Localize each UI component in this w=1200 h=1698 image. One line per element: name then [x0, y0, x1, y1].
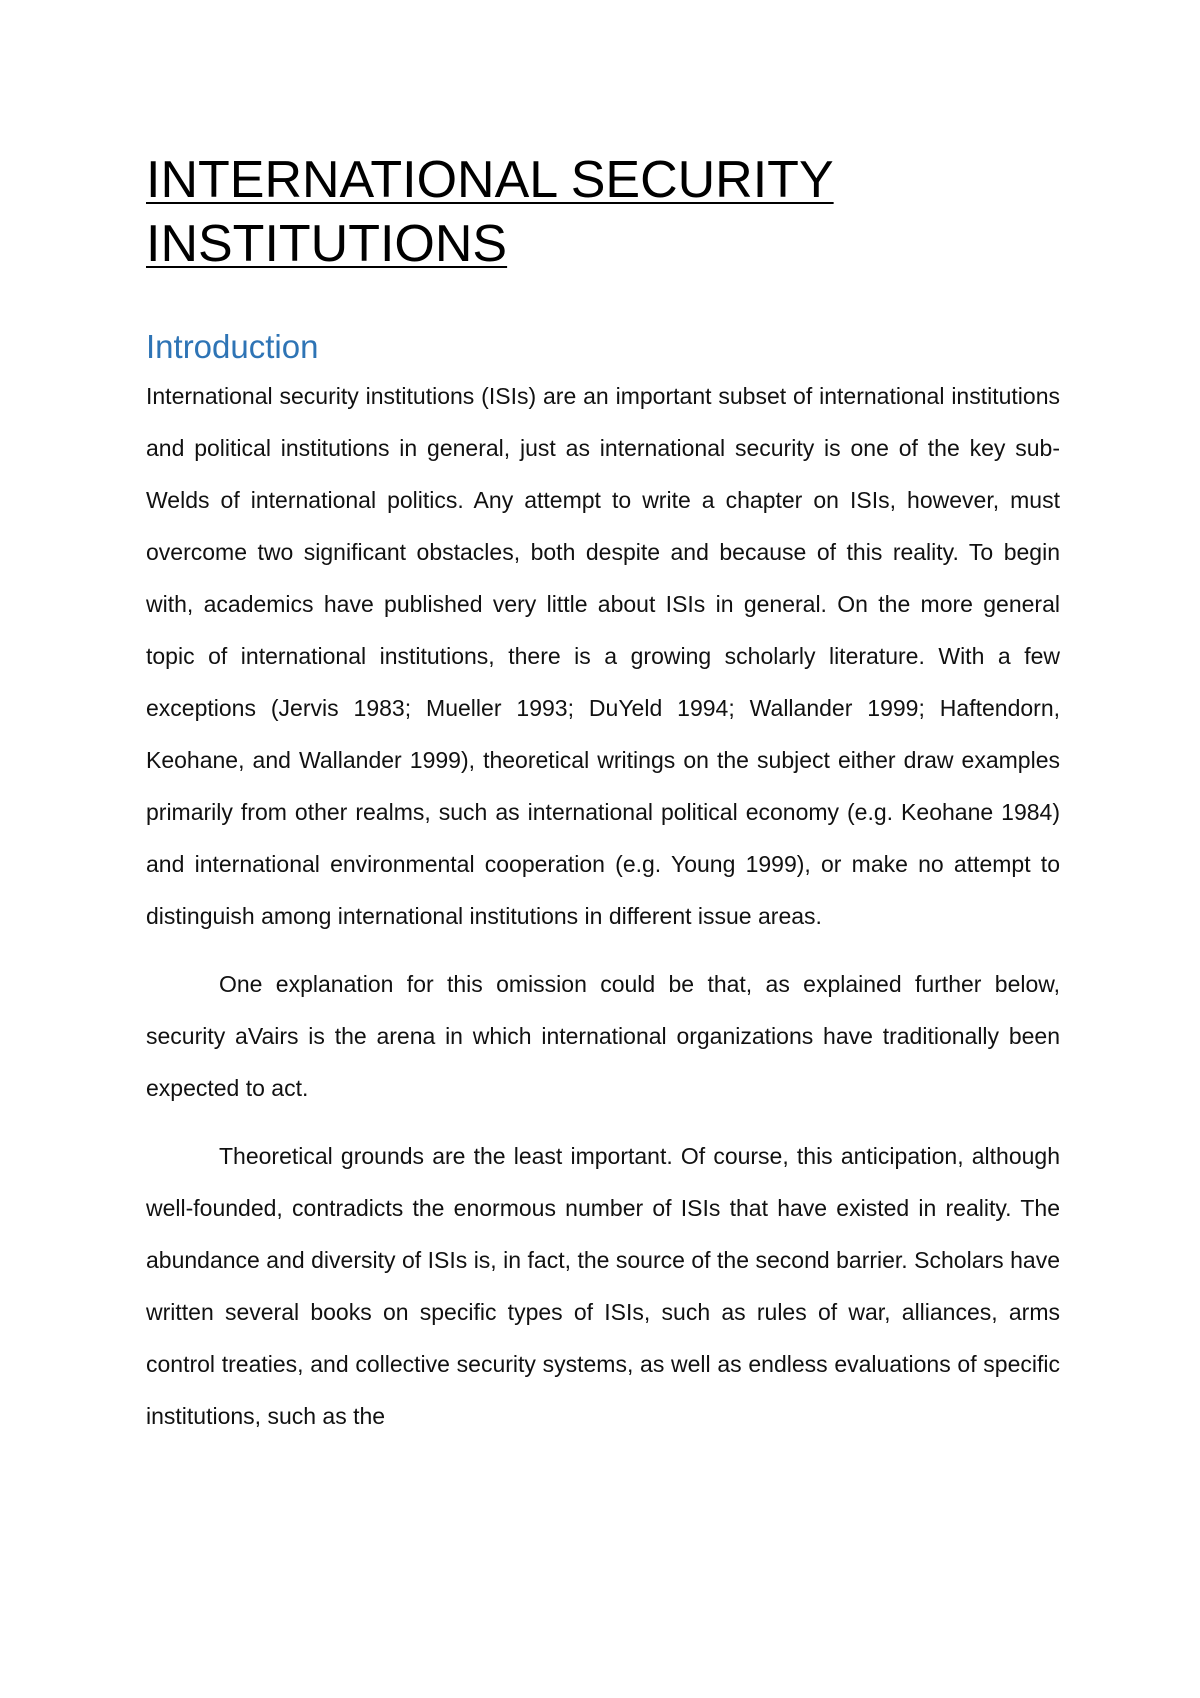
paragraph-1: International security institutions (ISIs) are an important subset of international institutions and political institutions in general, just as international security is one of the key sub-Welds of international politics. Any attempt to write a chapter on ISIs, however, must overcome two significant obstacles, both despite and because of this reality. To begin with, academics have published very little about ISIs in general. On the more general topic of international institutions, there is a growing scholarly literature. With a few exceptions (Jervis 1983; Mueller 1993; DuYeld 1994; Wallander 1999; Haftendorn, Keohane, and Wallander 1999), theoretical writings on the subject either draw examples primarily from other realms, such as international political economy (e.g. Keohane 1984) and international environmental cooperation (e.g. Young 1999), or make no attempt to distinguish among international institutions in different issue areas.	[146, 383, 1060, 929]
section-heading-introduction: Introduction	[146, 328, 319, 365]
document-title-line-2: INSTITUTIONS	[146, 215, 508, 273]
document-title-line-1: INTERNATIONAL SECURITY	[146, 151, 834, 209]
document-body	[146, 148, 1060, 1442]
paragraph-3: Theoretical grounds are the least important. Of course, this anticipation, although well-founded, contradicts the enormous number of ISIs that have existed in reality. The abundance and diversity of ISIs is, in fact, the source of the second barrier. Scholars have written several books on specific types of ISIs, such as rules of war, alliances, arms control treaties, and collective security systems, as well as endless evaluations of specific institutions, such as the	[146, 1143, 1060, 1429]
document-title	[146, 148, 1060, 276]
paragraph-2: One explanation for this omission could be that, as explained further below, security aVairs is the arena in which international organizations have traditionally been expected to act.	[146, 971, 1060, 1101]
